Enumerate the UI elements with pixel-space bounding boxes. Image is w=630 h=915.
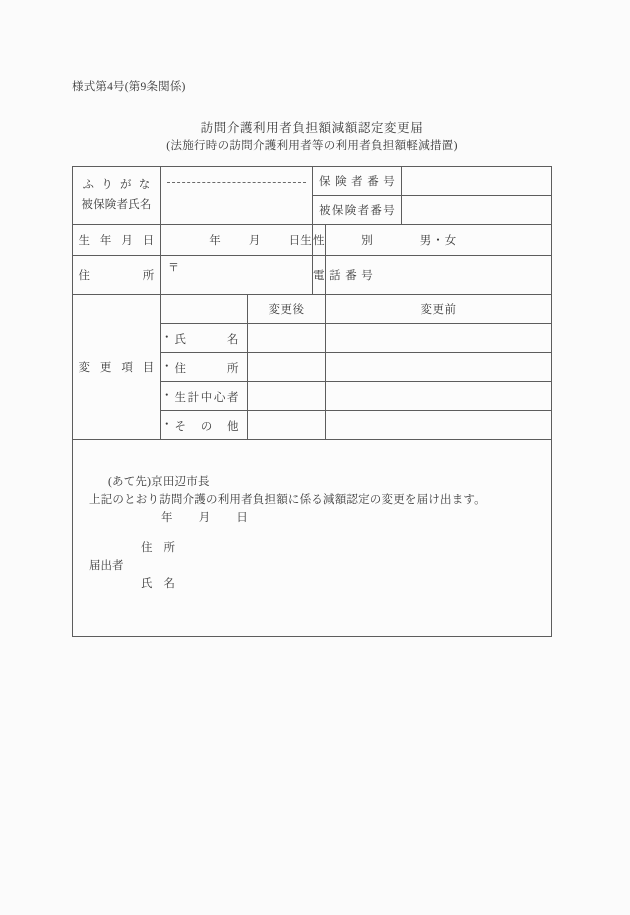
declaration-month: 月 <box>198 512 211 524</box>
input-insured-number[interactable] <box>402 196 552 225</box>
input-birth-date[interactable] <box>161 225 313 256</box>
label-sex: 性別 <box>313 225 326 256</box>
unit-year: 年 <box>209 235 221 247</box>
label-insured-name-text: 被保険者氏名 <box>81 198 152 211</box>
input-insured-name[interactable] <box>161 167 313 225</box>
bullet-icon: ・ <box>161 390 173 403</box>
table-row-declaration <box>73 440 552 637</box>
declaration-name-label: 氏名 <box>141 578 175 590</box>
change-item-label-name: ・ 氏名 <box>161 324 248 353</box>
label-address: 住所 <box>73 256 161 295</box>
change-item-label-householder: ・ 生計中心者 <box>161 382 248 411</box>
column-header-before: 変更前 <box>326 295 552 324</box>
change-item-before-address[interactable] <box>326 353 552 382</box>
postal-mark-icon: 〒 <box>168 262 179 274</box>
label-insured-name <box>73 167 161 225</box>
change-item-before-other[interactable] <box>326 411 552 440</box>
change-item-after-other[interactable] <box>248 411 326 440</box>
page-subtitle: (法施行時の訪問介護利用者等の利用者負担額軽減措置) <box>166 140 458 153</box>
bullet-icon: ・ <box>161 419 173 432</box>
declaration-address-label: 住所 <box>141 542 175 554</box>
page-title: 訪問介護利用者負担額減額認定変更届 <box>200 121 424 135</box>
form-code: 様式第4号(第9条関係) <box>72 81 186 93</box>
declaration-statement: 上記のとおり訪問介護の利用者負担額に係る減額認定の変更を届け出ます。 <box>89 494 486 506</box>
declaration-day: 日 <box>236 512 249 524</box>
table-row-address <box>73 256 552 295</box>
column-header-after: 変更後 <box>248 295 326 324</box>
input-sex[interactable]: 男・女 <box>326 225 552 256</box>
kana-dashed-rule <box>167 182 306 183</box>
label-insurer-number: 保険者番号 <box>313 167 402 196</box>
label-furigana: ふりがな <box>82 178 151 191</box>
change-header-blank <box>161 295 248 324</box>
application-form-table <box>72 166 552 637</box>
table-row-change-header <box>73 295 552 324</box>
declaration-section <box>73 440 552 637</box>
change-item-label-address: ・ 住所 <box>161 353 248 382</box>
label-insured-number: 被保険者番号 <box>313 196 402 225</box>
declaration-addressee: (あて先)京田辺市長 <box>108 476 210 488</box>
input-address[interactable] <box>161 256 313 295</box>
change-item-before-householder[interactable] <box>326 382 552 411</box>
label-phone: 電話番号 <box>313 256 326 295</box>
declaration-submitter-label: 届出者 <box>89 560 124 572</box>
declaration-year: 年 <box>161 512 173 524</box>
label-change-items: 変更項目 <box>73 295 161 440</box>
input-insurer-number[interactable] <box>402 167 552 196</box>
table-row-insured-name <box>73 167 552 196</box>
change-item-after-householder[interactable] <box>248 382 326 411</box>
change-item-after-name[interactable] <box>248 324 326 353</box>
change-item-before-name[interactable] <box>326 324 552 353</box>
title-block <box>72 119 552 156</box>
declaration-date-line[interactable] <box>161 509 248 527</box>
change-item-after-address[interactable] <box>248 353 326 382</box>
unit-day: 日生 <box>288 235 312 247</box>
change-item-label-other: ・ その他 <box>161 411 248 440</box>
label-birth-date: 生年月日 <box>73 225 161 256</box>
table-row-birth-date <box>73 225 552 256</box>
bullet-icon: ・ <box>161 361 173 374</box>
bullet-icon: ・ <box>161 332 173 345</box>
unit-month: 月 <box>248 235 261 247</box>
